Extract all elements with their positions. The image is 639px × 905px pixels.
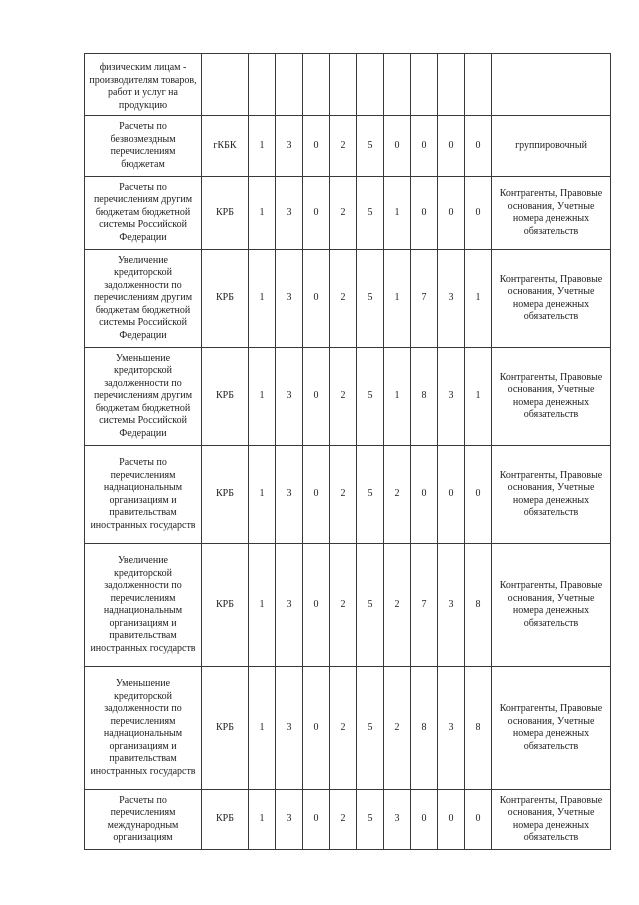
account-digit-cell: 0 <box>438 790 465 850</box>
table-row <box>85 116 611 177</box>
analytics-cell: Контрагенты, Правовые основания, Учетные номера денежных обязательств <box>492 544 611 667</box>
account-digit-cell: 1 <box>465 348 492 446</box>
account-digit-cell <box>276 54 303 116</box>
account-name-cell: физическим лицам - производителям товаров, работ и услуг на продукцию <box>85 54 202 116</box>
account-digit-cell: 0 <box>303 544 330 667</box>
table-row <box>85 177 611 250</box>
account-digit-cell <box>438 54 465 116</box>
account-digit-cell: 2 <box>330 116 357 177</box>
account-digit-cell: 3 <box>438 250 465 348</box>
account-digit-cell: 0 <box>303 250 330 348</box>
account-digit-cell: 1 <box>249 446 276 544</box>
account-digit-cell: 3 <box>438 544 465 667</box>
account-digit-cell: 0 <box>438 446 465 544</box>
analytics-cell: группировочный <box>492 116 611 177</box>
account-digit-cell: 3 <box>276 544 303 667</box>
account-kind-cell: КРБ <box>202 250 249 348</box>
analytics-cell: Контрагенты, Правовые основания, Учетные номера денежных обязательств <box>492 446 611 544</box>
account-digit-cell: 0 <box>303 790 330 850</box>
account-kind-cell: КРБ <box>202 348 249 446</box>
account-digit-cell: 5 <box>357 446 384 544</box>
account-digit-cell: 7 <box>411 544 438 667</box>
account-digit-cell: 0 <box>465 446 492 544</box>
account-name-cell: Расчеты по перечислениям международным организациям <box>85 790 202 850</box>
account-digit-cell: 0 <box>303 177 330 250</box>
account-digit-cell: 5 <box>357 348 384 446</box>
account-digit-cell <box>249 54 276 116</box>
account-digit-cell: 3 <box>276 116 303 177</box>
account-digit-cell: 0 <box>411 790 438 850</box>
account-digit-cell: 8 <box>411 667 438 790</box>
account-digit-cell <box>411 54 438 116</box>
account-digit-cell: 5 <box>357 250 384 348</box>
account-digit-cell: 1 <box>384 348 411 446</box>
account-digit-cell: 3 <box>276 250 303 348</box>
account-digit-cell: 8 <box>411 348 438 446</box>
account-digit-cell: 1 <box>249 250 276 348</box>
table-row <box>85 54 611 116</box>
account-name-cell: Увеличение кредиторской задолженности по перечислениям другим бюджетам бюджетной системы Российской Федерации <box>85 250 202 348</box>
account-digit-cell <box>303 54 330 116</box>
account-digit-cell: 1 <box>384 250 411 348</box>
account-digit-cell: 1 <box>249 348 276 446</box>
account-digit-cell: 2 <box>384 544 411 667</box>
account-kind-cell: гКБК <box>202 116 249 177</box>
account-digit-cell: 1 <box>465 250 492 348</box>
table-row <box>85 544 611 667</box>
account-digit-cell: 0 <box>438 177 465 250</box>
account-kind-cell: КРБ <box>202 544 249 667</box>
account-digit-cell: 0 <box>465 116 492 177</box>
account-digit-cell: 2 <box>330 348 357 446</box>
account-digit-cell: 3 <box>276 177 303 250</box>
account-digit-cell: 8 <box>465 544 492 667</box>
accounts-table <box>84 53 611 850</box>
account-kind-cell: КРБ <box>202 790 249 850</box>
account-digit-cell: 2 <box>330 446 357 544</box>
account-digit-cell: 2 <box>330 177 357 250</box>
table-row <box>85 667 611 790</box>
account-digit-cell: 1 <box>249 177 276 250</box>
analytics-cell: Контрагенты, Правовые основания, Учетные номера денежных обязательств <box>492 348 611 446</box>
account-kind-cell: КРБ <box>202 446 249 544</box>
account-digit-cell: 0 <box>438 116 465 177</box>
account-name-cell: Уменьшение кредиторской задолженности по перечислениям наднациональным организациям и правительствам иностранных государств <box>85 667 202 790</box>
account-digit-cell: 2 <box>330 790 357 850</box>
account-kind-cell: КРБ <box>202 667 249 790</box>
account-name-cell: Расчеты по перечислениям наднациональным организациям и правительствам иностранных государств <box>85 446 202 544</box>
account-digit-cell: 3 <box>276 790 303 850</box>
account-name-cell: Уменьшение кредиторской задолженности по перечислениям другим бюджетам бюджетной системы Российской Федерации <box>85 348 202 446</box>
account-digit-cell: 1 <box>249 116 276 177</box>
account-digit-cell: 0 <box>303 446 330 544</box>
account-digit-cell: 2 <box>330 250 357 348</box>
account-digit-cell: 1 <box>249 790 276 850</box>
table-row <box>85 446 611 544</box>
account-digit-cell <box>465 54 492 116</box>
account-digit-cell: 3 <box>276 667 303 790</box>
account-digit-cell: 2 <box>384 446 411 544</box>
table-row <box>85 250 611 348</box>
analytics-cell: Контрагенты, Правовые основания, Учетные номера денежных обязательств <box>492 250 611 348</box>
account-digit-cell <box>330 54 357 116</box>
account-digit-cell: 3 <box>276 446 303 544</box>
analytics-cell <box>492 54 611 116</box>
account-digit-cell: 1 <box>249 667 276 790</box>
account-digit-cell <box>357 54 384 116</box>
account-digit-cell: 5 <box>357 790 384 850</box>
account-digit-cell: 8 <box>465 667 492 790</box>
account-digit-cell: 0 <box>303 116 330 177</box>
account-digit-cell: 0 <box>465 177 492 250</box>
account-digit-cell: 5 <box>357 544 384 667</box>
account-digit-cell: 1 <box>249 544 276 667</box>
account-digit-cell: 5 <box>357 116 384 177</box>
account-digit-cell: 3 <box>276 348 303 446</box>
account-digit-cell: 5 <box>357 667 384 790</box>
account-digit-cell: 0 <box>303 667 330 790</box>
account-digit-cell: 3 <box>438 667 465 790</box>
account-digit-cell: 0 <box>384 116 411 177</box>
accounts-table-body <box>85 54 611 850</box>
account-digit-cell: 0 <box>411 177 438 250</box>
account-digit-cell: 0 <box>465 790 492 850</box>
account-digit-cell <box>384 54 411 116</box>
account-name-cell: Расчеты по перечислениям другим бюджетам бюджетной системы Российской Федерации <box>85 177 202 250</box>
account-digit-cell: 2 <box>330 544 357 667</box>
account-name-cell: Расчеты по безвозмездным перечислениям бюджетам <box>85 116 202 177</box>
table-row <box>85 790 611 850</box>
account-name-cell: Увеличение кредиторской задолженности по перечислениям наднациональным организациям и правительствам иностранных государств <box>85 544 202 667</box>
account-digit-cell: 3 <box>438 348 465 446</box>
analytics-cell: Контрагенты, Правовые основания, Учетные номера денежных обязательств <box>492 790 611 850</box>
account-digit-cell: 0 <box>303 348 330 446</box>
account-digit-cell: 5 <box>357 177 384 250</box>
account-digit-cell: 2 <box>384 667 411 790</box>
account-kind-cell <box>202 54 249 116</box>
account-digit-cell: 1 <box>384 177 411 250</box>
analytics-cell: Контрагенты, Правовые основания, Учетные номера денежных обязательств <box>492 667 611 790</box>
account-digit-cell: 0 <box>411 446 438 544</box>
account-digit-cell: 3 <box>384 790 411 850</box>
account-digit-cell: 0 <box>411 116 438 177</box>
account-digit-cell: 2 <box>330 667 357 790</box>
analytics-cell: Контрагенты, Правовые основания, Учетные номера денежных обязательств <box>492 177 611 250</box>
account-digit-cell: 7 <box>411 250 438 348</box>
table-row <box>85 348 611 446</box>
account-kind-cell: КРБ <box>202 177 249 250</box>
